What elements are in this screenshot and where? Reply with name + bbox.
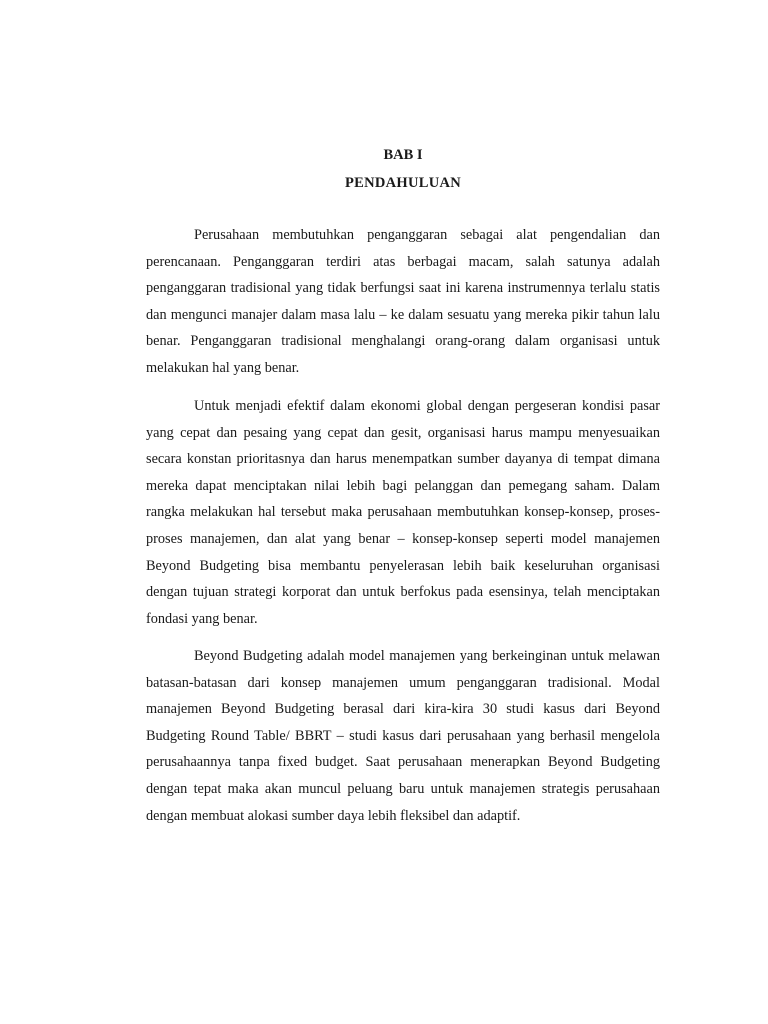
paragraph-3: Beyond Budgeting adalah model manajemen yang berkeinginan untuk melawan batasan-batasan dari konsep manajemen umum penganggaran tradisional. Modal manajemen Beyond Budgeting berasal dari kira-kira 30 studi kasus dari Beyond Budgeting Round Table/ BBRT – studi kasus dari perusahaan yang berhasil mengelola perusahaannya tanpa fixed budget. Saat perusahaan menerapkan Beyond Budgeting dengan tepat maka akan muncul peluang baru untuk manajemen strategis perusahaan dengan membuat alokasi sumber daya lebih fleksibel dan adaptif. (146, 648, 660, 824)
chapter-title: PENDAHULUAN (344, 175, 462, 191)
chapter-label: BAB I (383, 147, 423, 163)
paragraph-1: Perusahaan membutuhkan penganggaran sebagai alat pengendalian dan perencanaan. Penganggaran terdiri atas berbagai macam, salah satunya adalah penganggaran tradisional yang tidak berfungsi saat ini karena instrumennya terlalu statis dan mengunci manajer dalam masa lalu – ke dalam sesuatu yang mereka pikir tahun lalu benar. Penganggaran tradisional menghalangi orang-orang dalam organisasi untuk melakukan hal yang benar. (146, 227, 660, 376)
paragraph-2: Untuk menjadi efektif dalam ekonomi global dengan pergeseran kondisi pasar yang cepat dan pesaing yang cepat dan gesit, organisasi harus mampu menyesuaikan secara konstan prioritasnya dan harus menempatkan sumber dayanya di tempat dimana mereka dapat menciptakan nilai lebih bagi pelanggan dan pemegang saham. Dalam rangka melakukan hal tersebut maka perusahaan membutuhkan konsep-konsep, proses-proses manajemen, dan alat yang benar – konsep-konsep seperti model manajemen Beyond Budgeting bisa membantu penyelerasan lebih baik keseluruhan organisasi dengan tujuan strategi korporat dan untuk berfokus pada esensinya, telah menciptakan fondasi yang benar. (146, 398, 660, 627)
